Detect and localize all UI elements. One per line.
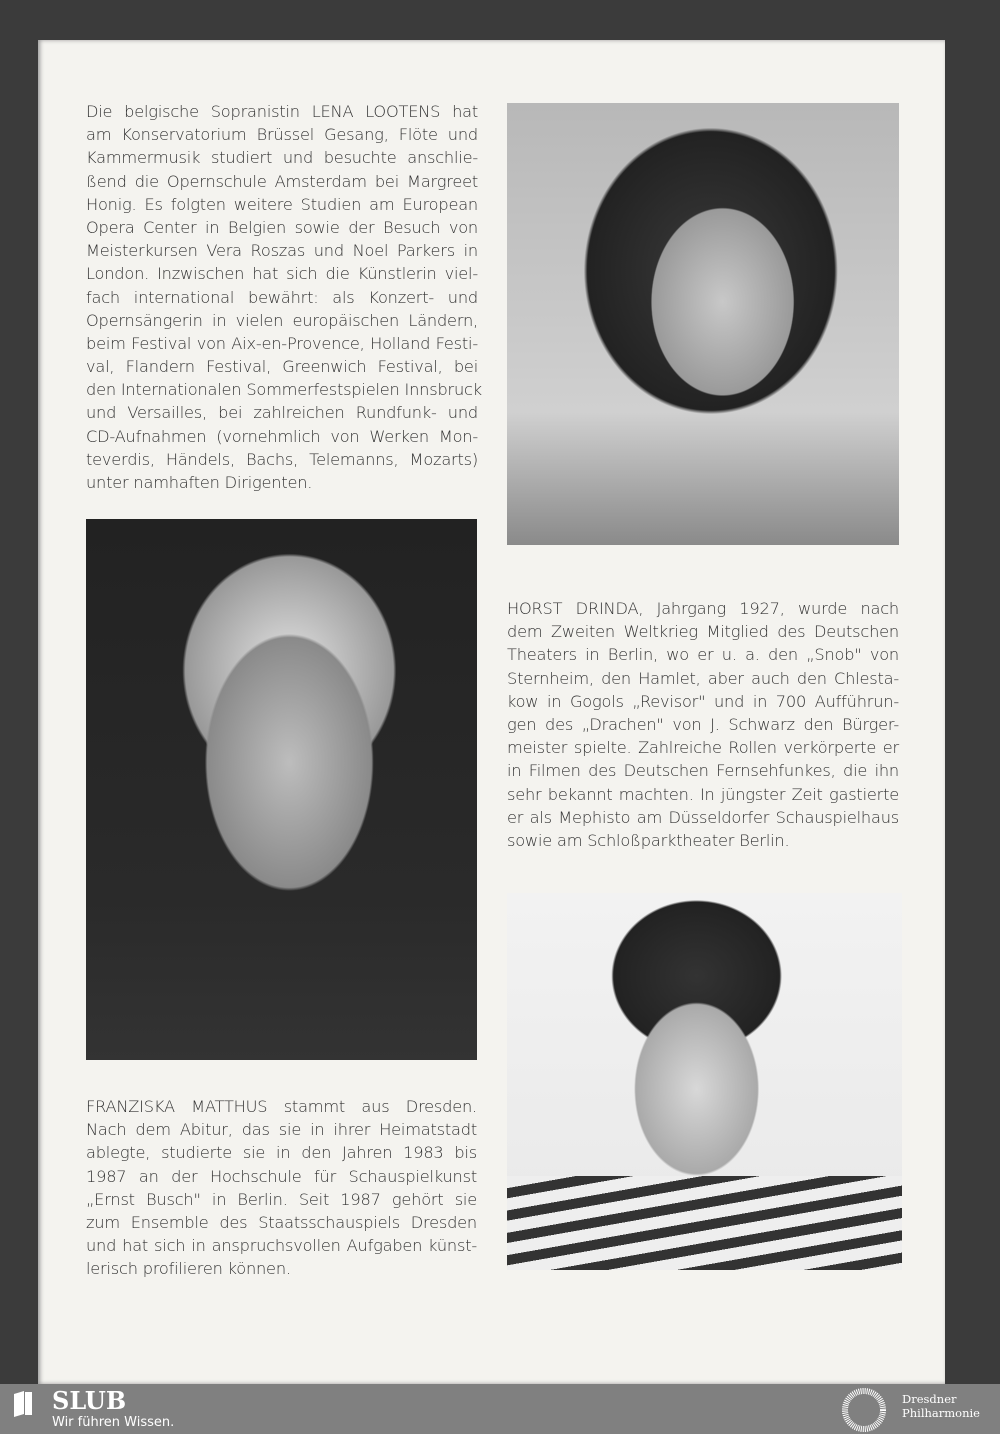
paragraph-lena-lootens [86, 100, 482, 494]
photo-lena-lootens [507, 103, 899, 545]
text-line: ßend die Opernschule Amsterdam bei Margreet [86, 171, 478, 191]
slub-tagline: Wir führen Wissen. [52, 1415, 175, 1430]
text-line: am Konservatorium Brüssel Gesang, Flöte und [86, 125, 478, 145]
text-line: fach international bewährt: als Konzert- und [86, 287, 478, 307]
text-line: „Ernst Busch" in Berlin. Seit 1987 gehört sie [86, 1189, 477, 1209]
text-line: ablegte, studierte sie in den Jahren 1983 bis [86, 1143, 477, 1163]
text-line: Nach dem Abitur, das sie in ihrer Heimatstadt [86, 1120, 477, 1140]
text-line: FRANZISKA MATTHUS stammt aus Dresden. [86, 1097, 477, 1116]
text-line: 1987 an der Hochschule für Schauspielkunst [86, 1166, 477, 1186]
text-line: Honig. Es folgten weitere Studien am European [86, 194, 478, 214]
text-line: Sternheim, den Hamlet, aber auch den Chlesta- [507, 668, 899, 688]
paragraph-horst-drinda [507, 597, 899, 852]
text-line: zum Ensemble des Staatsschauspiels Dresden [86, 1212, 477, 1232]
text-line: London. Inzwischen hat sich die Künstlerin viel- [86, 264, 478, 284]
partner-line-1: Dresdner [902, 1392, 957, 1406]
text-line: Theaters in Berlin, wo er u. a. den „Snob" von [507, 645, 899, 665]
text-line: und hat sich in anspruchsvollen Aufgaben künst- [86, 1236, 477, 1256]
text-line: Die belgische Sopranistin LENA LOOTENS hat [86, 102, 478, 121]
text-line: den Internationalen Sommerfestspielen Innsbruck [86, 380, 482, 400]
slub-book-icon [12, 1390, 34, 1418]
text-line: gen des „Drachen" von J. Schwarz den Bürger- [507, 714, 899, 734]
text-line: lerisch profilieren können. [86, 1259, 291, 1279]
dresdner-philharmonie-logo[interactable] [902, 1392, 980, 1420]
text-line: und Versailles, bei zahlreichen Rundfunk- und [86, 403, 478, 423]
text-line: beim Festival von Aix-en-Provence, Holland Festi- [86, 333, 478, 353]
text-line: Opera Center in Belgien sowie der Besuch von [86, 217, 478, 237]
footer-bar [0, 1384, 1000, 1434]
slub-logo[interactable]: SLUB [52, 1386, 127, 1415]
paragraph-franziska-matthus [86, 1095, 477, 1281]
text-line: sehr bekannt machten. In jüngster Zeit gastierte [507, 784, 899, 804]
text-line: Kammermusik studiert und besuchte anschlie- [86, 148, 478, 168]
text-line: Meisterkursen Vera Roszas und Noel Parkers in [86, 241, 478, 261]
text-line: dem Zweiten Weltkrieg Mitglied des Deutschen [507, 622, 899, 642]
text-line: HORST DRINDA, Jahrgang 1927, wurde nach [507, 599, 899, 618]
text-line: er als Mephisto am Düsseldorfer Schauspielhaus [507, 807, 899, 827]
philharmonie-logo-icon [842, 1388, 886, 1432]
text-line: val, Flandern Festival, Greenwich Festival, bei [86, 357, 478, 377]
text-line: unter namhaften Dirigenten. [86, 473, 313, 492]
text-line: in Filmen des Deutschen Fernsehfunkes, die ihn [507, 761, 899, 781]
text-line: Opernsängerin in vielen europäischen Ländern, [86, 310, 478, 330]
text-line: sowie am Schloßparktheater Berlin. [507, 830, 790, 850]
photo-horst-drinda [86, 519, 477, 1060]
text-line: CD-Aufnahmen (vornehmlich von Werken Mon- [86, 426, 478, 446]
text-line: meister spielte. Zahlreiche Rollen verkörperte er [507, 738, 899, 758]
partner-line-2: Philharmonie [902, 1406, 980, 1420]
text-line: kow in Gogols „Revisor" und in 700 Aufführun- [507, 691, 899, 711]
photo-franziska-matthus [507, 893, 902, 1270]
text-line: teverdis, Händels, Bachs, Telemanns, Mozarts) [86, 449, 478, 469]
